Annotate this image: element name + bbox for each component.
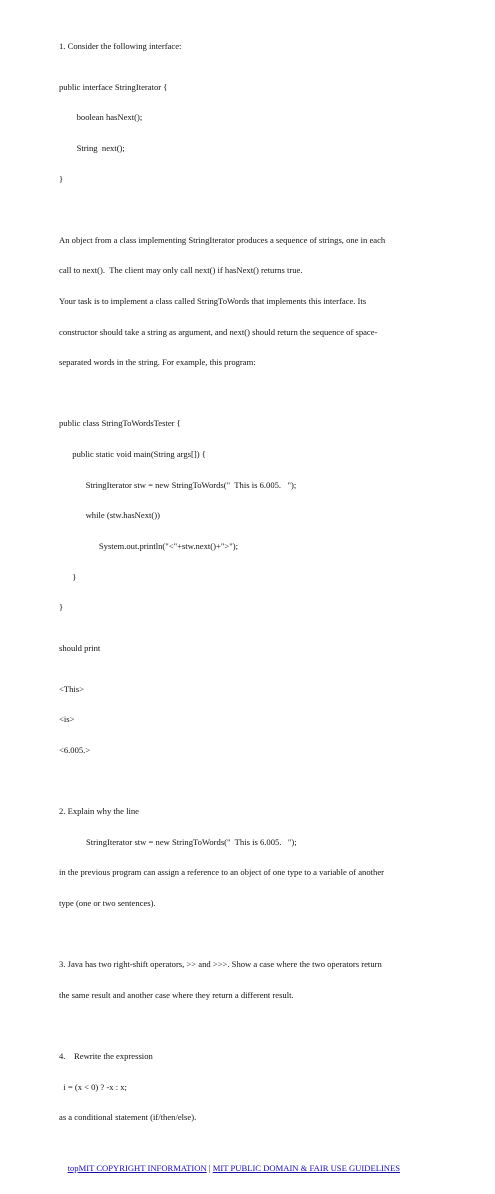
interface-code-block (59, 61, 449, 204)
q1-description (59, 214, 449, 387)
code-line: } (68, 571, 77, 582)
code-line: System.out.println("<"+stw.next()+">"); (86, 540, 238, 551)
document-page (59, 41, 449, 1194)
code-line: } (59, 173, 64, 184)
text-line: the same result and another case where they return a different result. (59, 989, 294, 1000)
text-line: An object from a class implementing StringIterator produces a sequence of strings, one in each (59, 234, 386, 245)
q3-heading: 3. Java has two right-shift operators, >> and >>>. Show a case where the two operators return (59, 959, 382, 970)
q4-block (59, 1031, 449, 1143)
text-line: type (one or two sentences). (59, 897, 156, 908)
text-line: as a conditional statement (if/then/else). (59, 1112, 197, 1123)
output-line: <This> (59, 683, 84, 694)
q3-block (59, 939, 449, 1021)
q2-heading: 2. Explain why the line (59, 806, 139, 817)
code-line: boolean hasNext(); (68, 112, 143, 123)
code-line: StringIterator stw = new StringToWords(" This is 6.005. "); (86, 836, 297, 847)
text-line: call to next(). The client may only call next() if hasNext() returns true. (59, 265, 303, 276)
q1-heading: 1. Consider the following interface: (59, 41, 182, 51)
footer-links (59, 1153, 449, 1184)
footer-separator: | (206, 1163, 213, 1174)
q2-block (59, 786, 449, 929)
code-line: String next(); (68, 143, 125, 154)
code-line: public class StringToWordsTester { (59, 418, 181, 429)
code-line: i = (x < 0) ? -x : x; (59, 1081, 127, 1092)
tester-code-block (59, 398, 449, 633)
code-line: StringIterator stw = new StringToWords(" This is 6.005. "); (77, 479, 297, 490)
text-line: in the previous program can assign a reference to an object of one type to a variable of another (59, 867, 384, 878)
code-line: } (59, 602, 64, 613)
expected-output-block (59, 663, 449, 775)
code-line: public static void main(String args[]) { (68, 449, 206, 460)
code-line: public interface StringIterator { (59, 81, 168, 92)
copyright-link[interactable]: topMIT COPYRIGHT INFORMATION (67, 1163, 207, 1174)
should-print-label: should print (59, 642, 101, 653)
text-line: constructor should take a string as argument, and next() should return the sequence of space- (59, 326, 378, 337)
text-line: separated words in the string. For example, this program: (59, 357, 256, 368)
fair-use-link[interactable]: MIT PUBLIC DOMAIN & FAIR USE GUIDELINES (212, 1163, 401, 1174)
code-line: while (stw.hasNext()) (77, 510, 160, 521)
output-line: <is> (59, 714, 75, 725)
q4-heading: 4. Rewrite the expression (59, 1050, 153, 1061)
output-line: <6.005.> (59, 744, 91, 755)
text-line: Your task is to implement a class called StringToWords that implements this interface. Its (59, 296, 367, 307)
